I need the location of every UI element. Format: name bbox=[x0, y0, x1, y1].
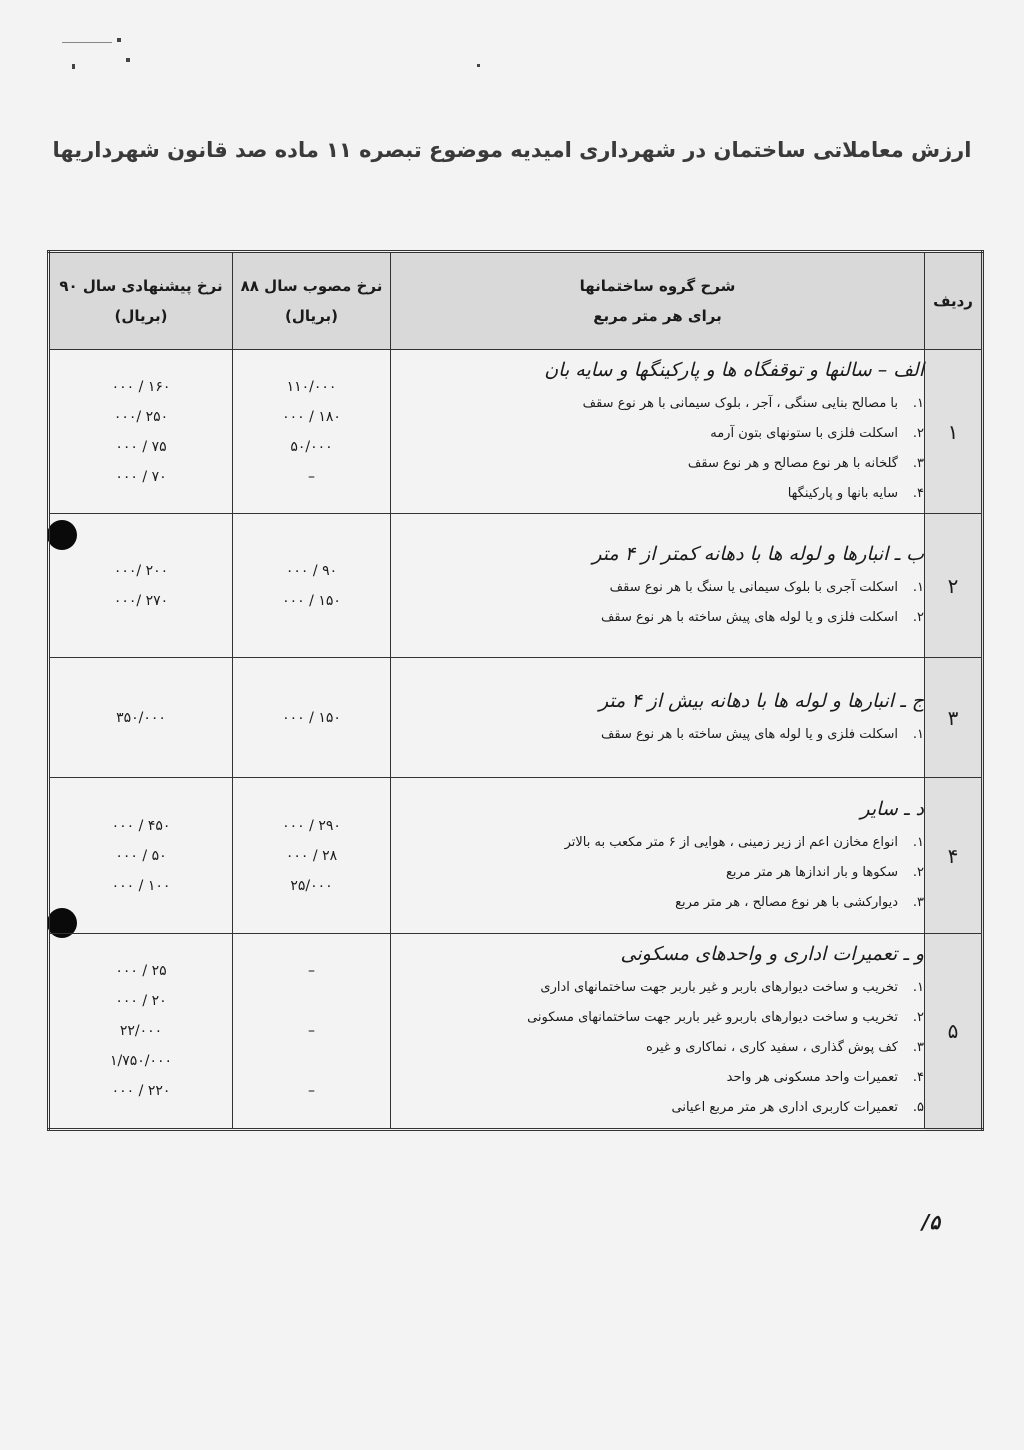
header-row-number: ردیف bbox=[925, 252, 983, 350]
rate-88-value: ۵۰/۰۰۰ bbox=[290, 438, 333, 455]
rates-table bbox=[47, 250, 984, 1131]
group-title: ب ـ انبارها و لوله ها با دهانه کمتر از ۴ متر bbox=[592, 542, 924, 565]
rate-90-cell bbox=[49, 934, 233, 1130]
list-item bbox=[391, 479, 924, 509]
item-number: ۴. bbox=[912, 485, 924, 501]
header-rate-90-line2: (بریال) bbox=[114, 307, 168, 325]
rate-88-cell bbox=[233, 934, 391, 1130]
item-text: انواع مخازن اعم از زیر زمینی ، هوایی از ۶ متر مکعب به بالاتر bbox=[564, 834, 898, 850]
list-item bbox=[391, 389, 924, 419]
header-rate-90-line1: نرخ پیشنهادی سال ۹۰ bbox=[59, 277, 223, 295]
table-header-row bbox=[49, 252, 983, 350]
item-text: تعمیرات واحد مسکونی هر واحد bbox=[726, 1070, 898, 1085]
scan-speck bbox=[126, 58, 130, 62]
rate-88-cell bbox=[233, 778, 391, 934]
list-item bbox=[391, 973, 924, 1003]
group-description bbox=[391, 350, 925, 514]
rate-88-value: ۱۵۰ / ۰۰۰ bbox=[282, 709, 341, 726]
rate-88-cell bbox=[233, 514, 391, 658]
list-item bbox=[391, 1003, 924, 1033]
item-number: ۲. bbox=[912, 425, 924, 441]
header-rate-88 bbox=[233, 252, 391, 350]
item-text: دیوارکشی با هر نوع مصالح ، هر متر مربع bbox=[675, 894, 898, 910]
list-item bbox=[391, 419, 924, 449]
list-item bbox=[391, 1063, 924, 1093]
rate-88-cell bbox=[233, 350, 391, 514]
rate-90-value: ۲۰۰ /۰۰۰ bbox=[113, 562, 169, 579]
item-number: ۱. bbox=[912, 579, 924, 595]
group-title: ج ـ انبارها و لوله ها با دهانه بیش از ۴ متر bbox=[598, 689, 924, 712]
row-number: ۳ bbox=[925, 658, 983, 778]
list-item bbox=[391, 720, 924, 750]
header-description bbox=[391, 252, 925, 350]
page-title: ارزش معاملاتی ساختمان در شهرداری امیدیه موضوع تبصره ۱۱ ماده صد قانون شهرداریها bbox=[52, 138, 972, 162]
group-description bbox=[391, 514, 925, 658]
group-title: و ـ تعمیرات اداری و واحدهای مسکونی bbox=[620, 943, 924, 965]
group-description bbox=[391, 658, 925, 778]
item-text: تخریب و ساخت دیوارهای باربر و غیر باربر جهت ساختمانهای اداری bbox=[540, 980, 898, 995]
rate-90-value: ۱/۷۵۰/۰۰۰ bbox=[109, 1053, 173, 1069]
table-row bbox=[49, 778, 983, 934]
row-number: ۲ bbox=[925, 514, 983, 658]
row-number: ۱ bbox=[925, 350, 983, 514]
group-description bbox=[391, 934, 925, 1130]
group-description bbox=[391, 778, 925, 934]
page-number-mark: ۵/ bbox=[922, 1210, 941, 1234]
rate-90-value: ۲۵۰ /۰۰۰ bbox=[113, 408, 169, 425]
header-description-line2: برای هر متر مربع bbox=[593, 307, 722, 325]
header-rate-90 bbox=[49, 252, 233, 350]
rate-90-value: ۲۷۰ /۰۰۰ bbox=[113, 592, 169, 609]
rate-90-cell bbox=[49, 658, 233, 778]
scan-speck bbox=[72, 64, 75, 69]
rate-88-value: ۲۵/۰۰۰ bbox=[290, 877, 333, 894]
item-number: ۱. bbox=[912, 395, 924, 411]
list-item bbox=[391, 1033, 924, 1063]
item-number: ۱. bbox=[912, 980, 924, 995]
item-text: گلخانه با هر نوع مصالح و هر نوع سقف bbox=[687, 455, 898, 471]
list-item bbox=[391, 858, 924, 888]
scan-speck bbox=[477, 64, 480, 67]
group-title: الف – سالنها و توقفگاه ها و پارکینگها و سایه بان bbox=[544, 358, 924, 381]
table-row bbox=[49, 514, 983, 658]
rate-90-cell bbox=[49, 350, 233, 514]
rate-90-value: ۴۵۰ / ۰۰۰ bbox=[111, 817, 171, 834]
row-number: ۴ bbox=[925, 778, 983, 934]
list-item bbox=[391, 828, 924, 858]
rate-88-value: ۱۵۰ / ۰۰۰ bbox=[282, 592, 341, 609]
item-number: ۲. bbox=[912, 609, 924, 625]
item-text: اسکلت فلزی و یا لوله های پیش ساخته با هر نوع سقف bbox=[600, 726, 898, 742]
rate-88-value: ۹۰ / ۰۰۰ bbox=[285, 562, 338, 579]
item-number: ۵. bbox=[912, 1100, 924, 1115]
rate-90-value: ۱۰۰ / ۰۰۰ bbox=[111, 877, 171, 894]
rate-88-value: – bbox=[308, 1083, 315, 1099]
header-rate-88-line2: (بریال) bbox=[285, 307, 338, 325]
item-text: سایه بانها و پارکینگها bbox=[787, 485, 898, 501]
rate-90-value: ۲۲۰ / ۰۰۰ bbox=[111, 1083, 171, 1099]
rate-90-cell bbox=[49, 778, 233, 934]
list-item bbox=[391, 573, 924, 603]
rate-90-value: ۷۵ / ۰۰۰ bbox=[115, 438, 167, 455]
list-item bbox=[391, 1093, 924, 1123]
rate-88-value: – bbox=[308, 1023, 315, 1039]
rate-88-value: ۲۸ / ۰۰۰ bbox=[285, 847, 338, 864]
item-number: ۲. bbox=[912, 864, 924, 880]
scan-speck bbox=[117, 38, 121, 42]
rate-88-value: ۱۸۰ / ۰۰۰ bbox=[282, 408, 341, 425]
item-number: ۲. bbox=[912, 1010, 924, 1025]
item-text: تخریب و ساخت دیوارهای باربرو غیر باربر جهت ساختمانهای مسکونی bbox=[527, 1010, 898, 1025]
scan-speck bbox=[62, 42, 112, 43]
list-item bbox=[391, 449, 924, 479]
rate-90-value: ۲۵ / ۰۰۰ bbox=[115, 963, 167, 979]
item-number: ۴. bbox=[912, 1070, 924, 1085]
rate-90-value: ۷۰ / ۰۰۰ bbox=[115, 468, 167, 485]
item-number: ۳. bbox=[912, 894, 924, 910]
item-text: با مصالح بنایی سنگی ، آجر ، بلوک سیمانی با هر نوع سقف bbox=[582, 395, 898, 411]
item-text: تعمیرات کاربری اداری هر متر مربع اعیانی bbox=[671, 1100, 898, 1115]
header-rate-88-line1: نرخ مصوب سال ۸۸ bbox=[240, 277, 383, 295]
rate-90-cell bbox=[49, 514, 233, 658]
rate-88-value: – bbox=[308, 963, 315, 979]
rate-88-value bbox=[233, 986, 390, 1016]
rate-88-value: ۲۹۰ / ۰۰۰ bbox=[282, 817, 341, 834]
table-row bbox=[49, 350, 983, 514]
group-title: د ـ سایر bbox=[860, 797, 924, 820]
item-number: ۱. bbox=[912, 834, 924, 850]
table-row bbox=[49, 934, 983, 1130]
rate-90-value: ۳۵۰/۰۰۰ bbox=[116, 709, 166, 726]
table-row bbox=[49, 658, 983, 778]
item-text: سکوها و بار اندازها هر متر مربع bbox=[725, 864, 898, 880]
rate-88-value bbox=[233, 1046, 390, 1076]
rate-90-value: ۲۰ / ۰۰۰ bbox=[115, 993, 167, 1009]
item-text: اسکلت فلزی با ستونهای بتون آرمه bbox=[710, 425, 898, 441]
rate-88-value: – bbox=[308, 468, 315, 485]
list-item bbox=[391, 603, 924, 633]
rate-90-value: ۲۲/۰۰۰ bbox=[119, 1023, 163, 1039]
rate-90-value: ۱۶۰ / ۰۰۰ bbox=[111, 378, 171, 395]
rate-88-value: ۱۱۰/۰۰۰ bbox=[286, 378, 337, 395]
rate-90-value: ۵۰ / ۰۰۰ bbox=[115, 847, 167, 864]
item-text: اسکلت فلزی و یا لوله های پیش ساخته با هر نوع سقف bbox=[600, 609, 898, 625]
item-number: ۱. bbox=[912, 726, 924, 742]
item-number: ۳. bbox=[912, 1040, 924, 1055]
list-item bbox=[391, 888, 924, 918]
item-text: اسکلت آجری با بلوک سیمانی یا سنگ با هر نوع سقف bbox=[609, 579, 898, 595]
item-text: کف پوش گذاری ، سفید کاری ، نماکاری و غیره bbox=[645, 1040, 898, 1055]
row-number: ۵ bbox=[925, 934, 983, 1130]
rate-88-cell bbox=[233, 658, 391, 778]
header-description-line1: شرح گروه ساختمانها bbox=[579, 277, 736, 295]
item-number: ۳. bbox=[912, 455, 924, 471]
